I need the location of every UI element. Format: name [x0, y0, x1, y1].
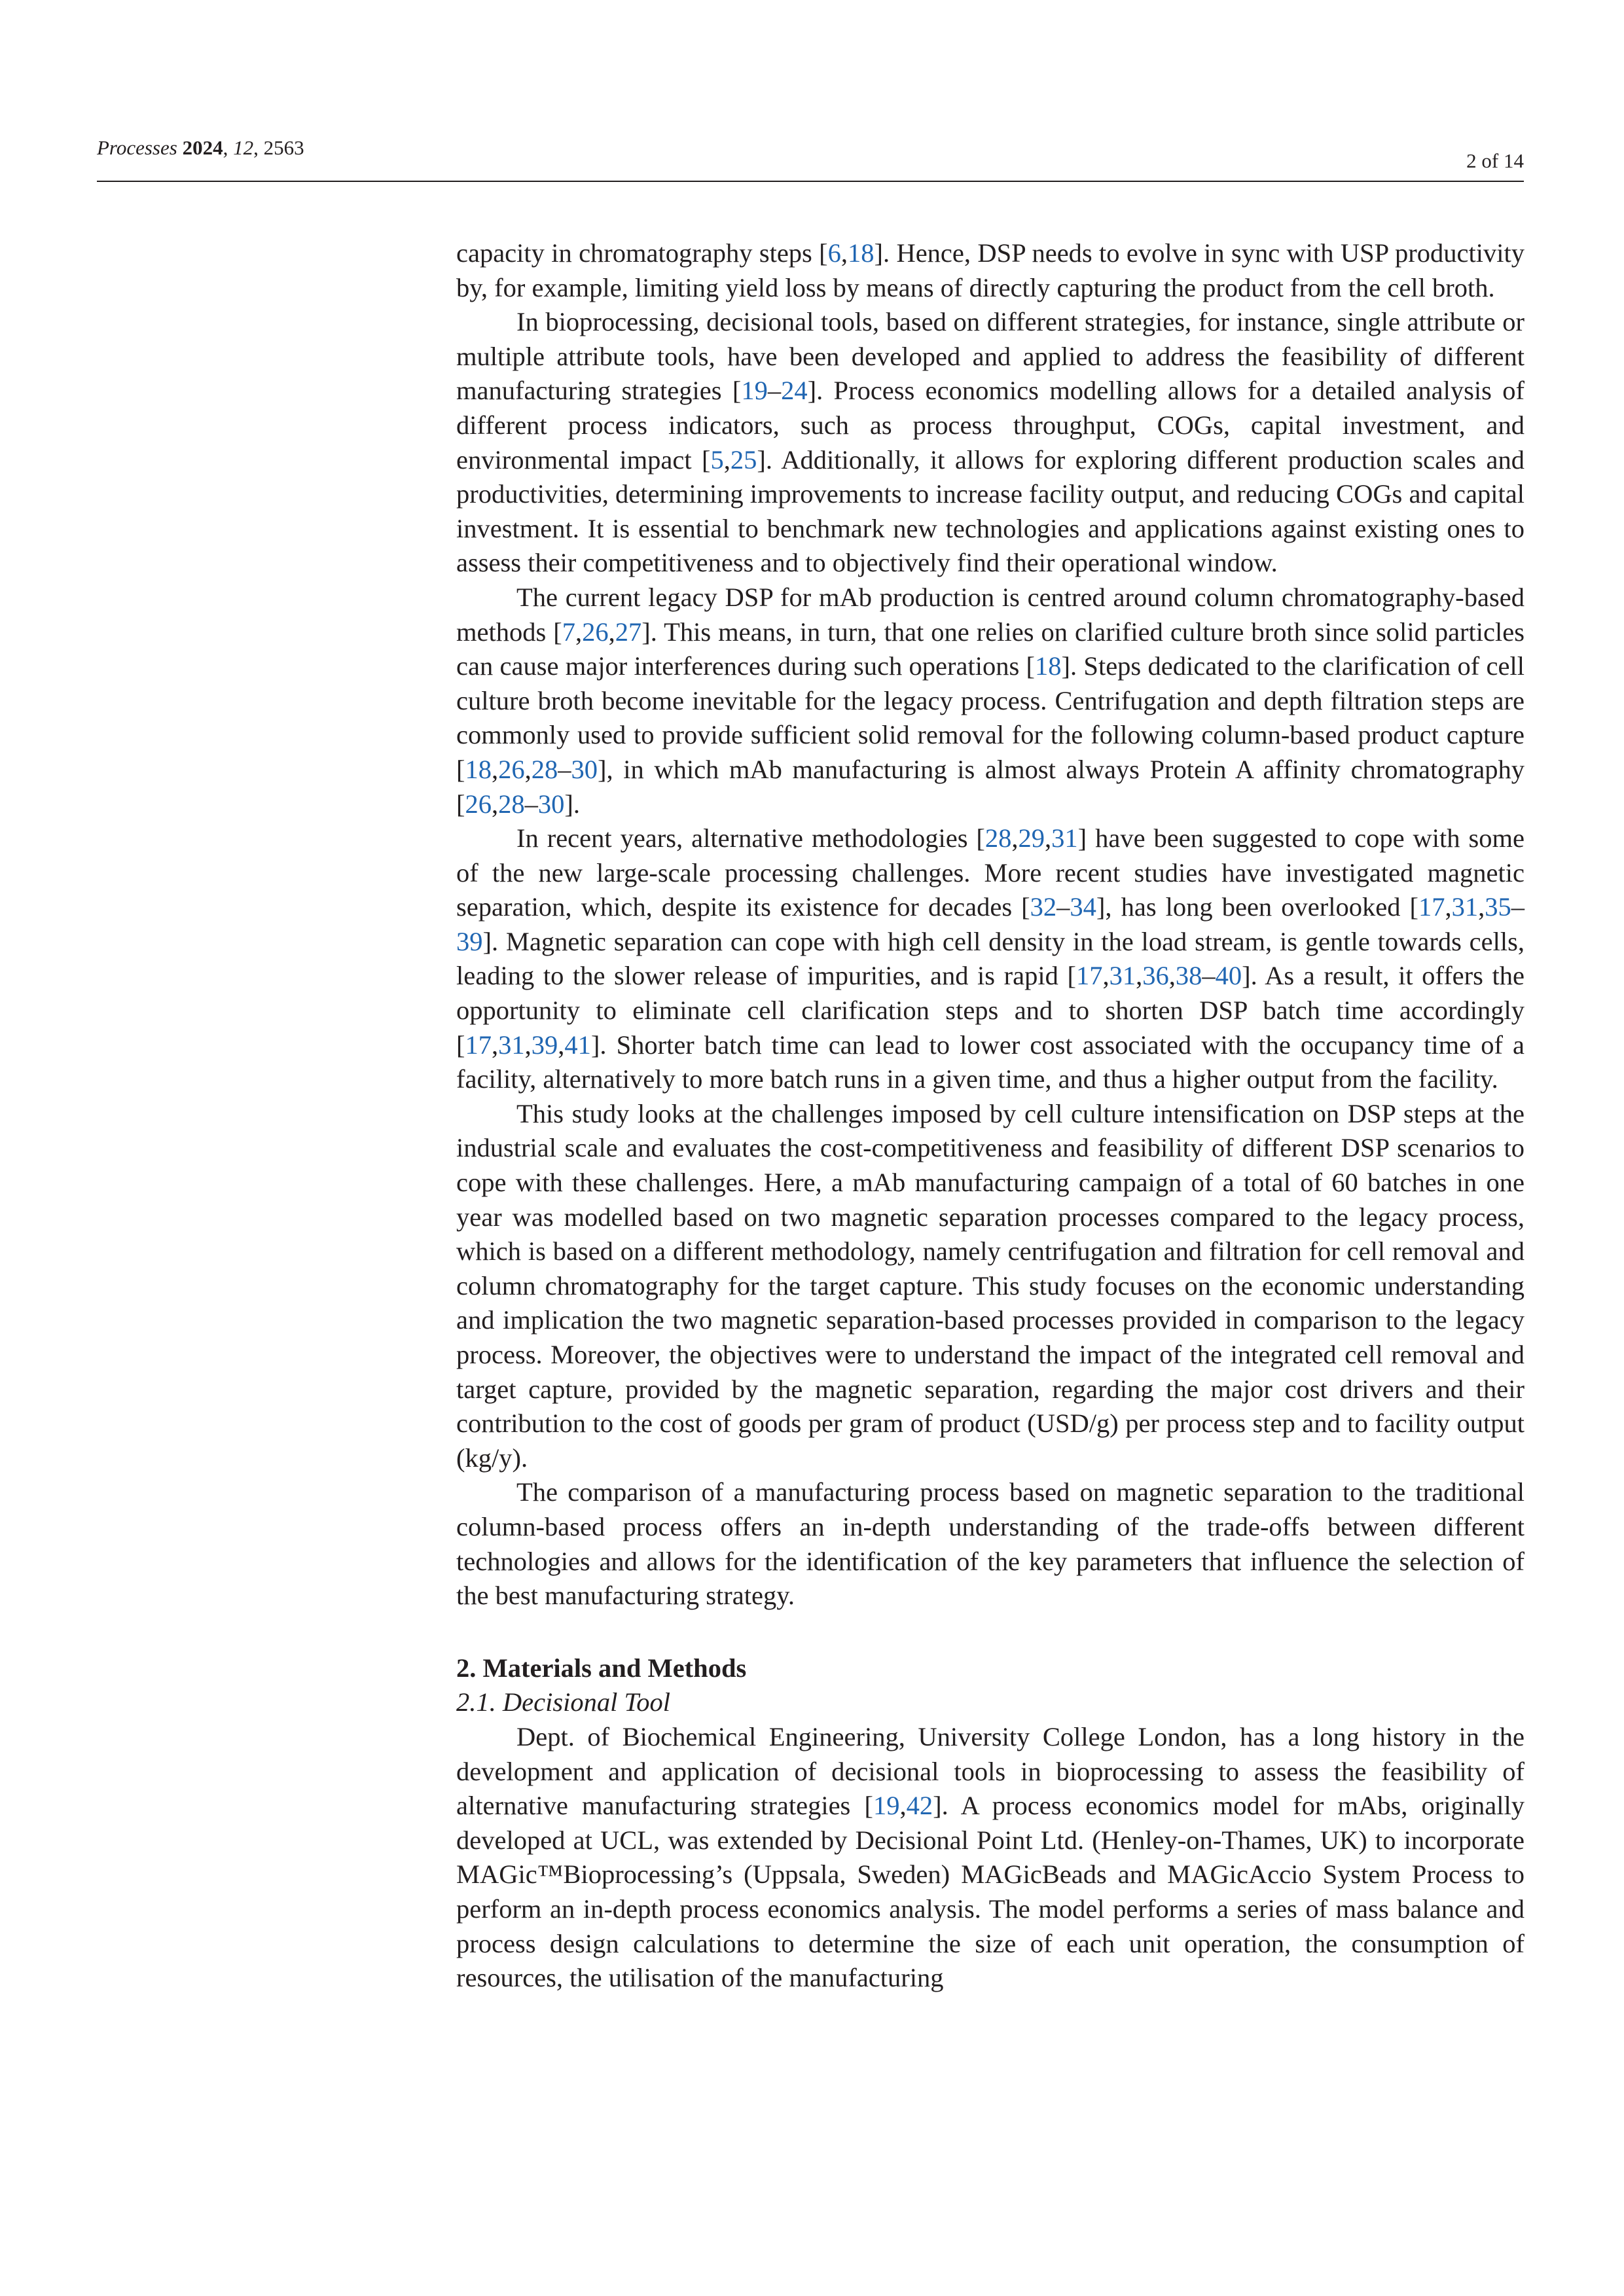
citation-separator: , [253, 136, 264, 159]
subsection-heading: 2.1. Decisional Tool [456, 1687, 671, 1717]
citation-link[interactable]: 18 [465, 754, 492, 784]
article-number: 2563 [263, 136, 304, 159]
citation-link[interactable]: 26 [465, 789, 492, 819]
citation-link[interactable]: 31 [1051, 823, 1078, 853]
citation-link[interactable]: 39 [456, 926, 483, 956]
citation-link[interactable]: 18 [848, 238, 875, 268]
citation-link[interactable]: 18 [1035, 651, 1062, 681]
citation-link[interactable]: 39 [531, 1030, 558, 1060]
body-paragraph: The comparison of a manufacturing process based on magnetic separation to the traditional column-based process offers an in-depth understanding of the trade-offs between different technologies and allows for the identification of the key parameters that influence the selection of the best manufacturing strategy. [456, 1477, 1525, 1611]
page-header [97, 130, 1524, 182]
citation-link[interactable]: 41 [564, 1030, 591, 1060]
citation-link[interactable]: 5 [710, 444, 724, 475]
citation-link[interactable]: 42 [906, 1791, 933, 1821]
citation-link[interactable]: 40 [1215, 961, 1242, 991]
body-paragraph: capacity in chromatography steps [6,18]. Hence, DSP needs to evolve in sync with USP productivity by, for example, limiting yield loss by means of directly capturing the product from the cell broth. [456, 238, 1525, 302]
citation-link[interactable]: 24 [781, 376, 808, 406]
journal-name: Processes [97, 136, 177, 159]
body-paragraph: In bioprocessing, decisional tools, based on different strategies, for instance, single attribute or multiple attribute tools, have been developed and applied to address the feasibility of different manufacturing strategies [19–24]. Process economics modelling allows for a detailed analysis of different process indicators, such as process throughput, COGs, capital investment, and environmental impact [5,25]. Additionally, it allows for exploring different production scales and productivities, determining improvements to increase facility output, and reducing COGs and capital investment. It is essential to benchmark new technologies and applications against existing ones to assess their competitiveness and to objectively find their operational window. [456, 307, 1525, 578]
citation-link[interactable]: 28 [498, 789, 525, 819]
citation-link[interactable]: 34 [1070, 892, 1096, 922]
article-body [456, 236, 1525, 1996]
body-paragraph: In recent years, alternative methodologies [28,29,31] have been suggested to cope with some of the new large-scale processing challenges. More recent studies have investigated magnetic separation, which, despite its existence for decades [32–34], has long been overlooked [17,31,35–39]. Magnetic separation can cope with high cell density in the load stream, is gentle towards cells, leading to the slower release of impurities, and is rapid [17,31,36,38–40]. As a result, it offers the opportunity to eliminate cell clarification steps and to shorten DSP batch time accordingly [17,31,39,41]. Shorter batch time can lead to lower cost associated with the occupancy time of a facility, alternatively to more batch runs in a given time, and thus a higher output from the facility. [456, 823, 1525, 1094]
citation-link[interactable]: 27 [615, 617, 642, 647]
body-paragraph: The current legacy DSP for mAb production is centred around column chromatography-based methods [7,26,27]. This means, in turn, that one relies on clarified culture broth since solid particles can cause major interferences during such operations [18]. Steps dedicated to the clarification of cell culture broth become inevitable for the legacy process. Centrifugation and depth filtration steps are commonly used to provide sufficient solid removal for the following column-based product capture [18,26,28–30], in which mAb manufacturing is almost always Protein A affinity chromatography [26,28–30]. [456, 582, 1525, 819]
citation-link[interactable]: 31 [498, 1030, 525, 1060]
citation-link[interactable]: 19 [741, 376, 768, 406]
journal-year: 2024 [182, 136, 223, 159]
citation-link[interactable]: 28 [984, 823, 1012, 853]
section-heading: 2. Materials and Methods [456, 1653, 747, 1683]
page-indicator: 2 of 14 [1466, 149, 1524, 172]
citation-link[interactable]: 35 [1485, 892, 1511, 922]
citation-link[interactable]: 25 [730, 444, 757, 475]
citation-link[interactable]: 28 [531, 754, 558, 784]
citation-link[interactable]: 6 [827, 238, 841, 268]
citation-link[interactable]: 26 [582, 617, 609, 647]
citation-link[interactable]: 30 [571, 754, 598, 784]
body-paragraph: Dept. of Biochemical Engineering, University College London, has a long history in the development and application of decisional tools in bioprocessing to assess the feasibility of alternative manufacturing strategies [19,42]. A process economics model for mAbs, originally developed at UCL, was extended by Decisional Point Ltd. (Henley-on-Thames, UK) to incorporate MAGic™Bioprocessing’s (Uppsala, Sweden) MAGicBeads and MAGicAccio System Process to perform an in-depth process economics analysis. The model performs a series of mass balance and process design calculations to determine the size of each unit operation, the consumption of resources, the utilisation of the manufacturing [456, 1721, 1525, 1993]
citation-link[interactable]: 19 [873, 1791, 900, 1821]
citation-link[interactable]: 31 [1109, 961, 1136, 991]
citation-link[interactable]: 32 [1030, 892, 1057, 922]
citation-link[interactable]: 17 [465, 1030, 492, 1060]
citation-separator: , [223, 136, 234, 159]
citation-link[interactable]: 36 [1142, 961, 1169, 991]
citation-link[interactable]: 31 [1451, 892, 1479, 922]
citation-link[interactable]: 29 [1018, 823, 1045, 853]
citation-link[interactable]: 7 [562, 617, 575, 647]
body-paragraph: This study looks at the challenges imposed by cell culture intensification on DSP steps at the industrial scale and evaluates the cost-competitiveness and feasibility of different DSP scenarios to cope with these challenges. Here, a mAb manufacturing campaign of a total of 60 batches in one year was modelled based on two magnetic separation processes compared to the legacy process, which is based on a different methodology, namely centrifugation and filtration for cell removal and column chromatography for the target capture. This study focuses on the economic understanding and implication the two magnetic separation-based processes provided in comparison to the legacy process. Moreover, the objectives were to understand the impact of the integrated cell removal and target capture, provided by the magnetic separation, regarding the major cost drivers and their contribution to the cost of goods per gram of product (USD/g) per process step and to facility output (kg/y). [456, 1098, 1525, 1473]
citation-link[interactable]: 17 [1076, 961, 1103, 991]
journal-volume: 12 [233, 136, 254, 159]
citation-link[interactable]: 26 [498, 754, 525, 784]
citation-link[interactable]: 17 [1418, 892, 1445, 922]
citation-link[interactable]: 38 [1175, 961, 1202, 991]
citation-link[interactable]: 30 [537, 789, 565, 819]
journal-citation [97, 136, 304, 160]
